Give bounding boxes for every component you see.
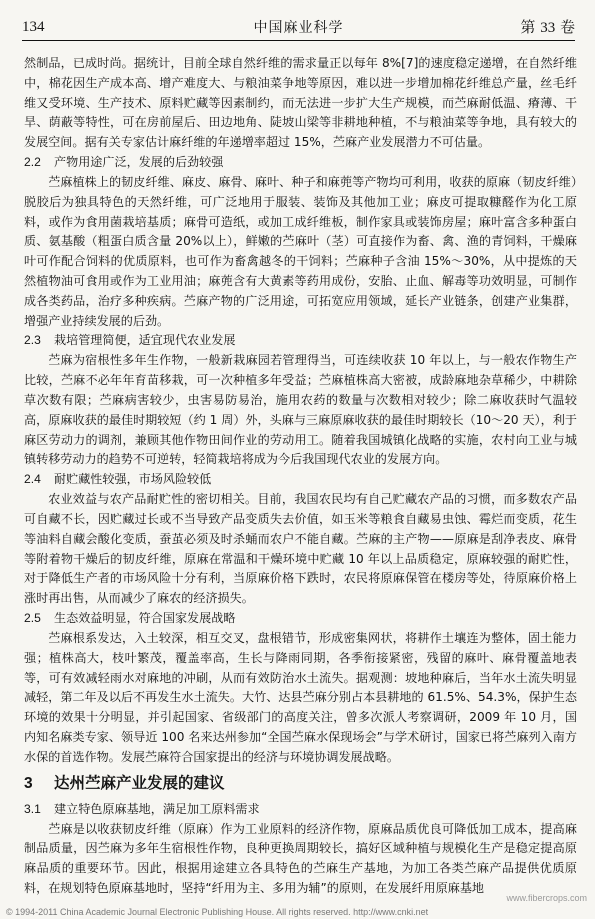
watermark: www.fibercrops.com <box>506 893 587 903</box>
volume-number: 33 <box>540 20 556 36</box>
page-number: 134 <box>22 19 45 35</box>
subsection-title: 耐贮藏性较强，市场风险较低 <box>54 472 212 487</box>
section-heading-3 <box>24 771 577 796</box>
subsection-title: 产物用途广泛，发展的后劲较强 <box>54 154 224 169</box>
article-body <box>24 54 577 899</box>
subsection-number: 2.4 <box>24 472 41 487</box>
paragraph-2-3: 苎麻为宿根性多年生作物，一般新栽麻园若管理得当，可连续收获 10 年以上，与一般农作物生产比较，苎麻不必年年育苗移栽，可一次种植多年受益；苎麻植株高大密被，成龄麻地杂草稀少，中耕除草次数有限；苎麻病害较少，虫害易防易治，施用农药的数量与次数相对较少；除二麻收获时气温较高，原麻收获的最佳时期较短（约 1 周）外，头麻与三麻原麻收获的最佳时期较长（10～20 天），利于麻区劳动力的调剂，兼顾其他作物田间作业的劳动用工。随着我国城镇化战略的实施，农村向工业与城镇转移劳动力的趋势不可逆转，轻简栽培将成为今后我国现代农业的发展方向。 <box>24 353 577 467</box>
subsection-heading-3-1 <box>24 800 577 820</box>
paragraph-2-5: 苎麻根系发达，入土较深，相互交叉，盘根错节，形成密集网状，将耕作土壤连为整体，固土能力强；植株高大，枝叶繁茂，覆盖率高，生长与降雨同期，各季衔接紧密，残留的麻叶、麻骨覆盖地表等，可有效减轻雨水对麻地的冲刷，从而有效防治水土流失。据观测：坡地种麻后，当年水土流失明显减轻，第二年及以后不再发生水土流失。大竹、达县苎麻分别占本县耕地的 61.5%、54.3%，保护生态环境的效果十分明显，并引起国家、省级部门的高度关注，曾多次派人考察调研，2009 年 10 月，国内知名麻类专家、领导近 100 名来达州参加“全国苎麻水保现场会”与学术研讨，国家已将苎麻列入南方水保的首选作物。发展苎麻符合国家提出的经济与环境协调发展战略。 <box>24 630 577 764</box>
journal-title: 中国麻业科学 <box>253 20 344 36</box>
subsection-title: 栽培管理简便，适宜现代农业发展 <box>54 333 236 348</box>
header-rule <box>22 40 575 41</box>
volume-label <box>520 16 575 37</box>
subsection-title: 建立特色原麻基地，满足加工原料需求 <box>54 801 260 816</box>
paragraph-2-4: 农业效益与农产品耐贮性的密切相关。目前，我国农民均有自己贮藏农产品的习惯，而多数农产品可自藏不长，因贮藏过长或不当导致产品变质失去价值，如玉米等粮食自藏易虫蚀、霉烂而变质，花生等油料自藏会酸化变质，蚕茧必须及时杀蛹而农户不能自藏。苎麻的主产物——原麻是刮净表皮、麻骨等附着物干燥后的韧皮纤维，原麻在常温和干燥环境中贮藏 10 年以上品质稳定，原麻较强的耐贮性，对于降低生产者的市场风险十分有利，当原麻价格下跌时，农民将原麻保管在楼房等处，待原麻价格上涨时再出售，从而减少了麻农的经济损失。 <box>24 492 577 606</box>
subsection-number: 2.5 <box>24 610 41 625</box>
section-number: 3 <box>24 774 33 792</box>
copyright-footer: © 1994-2011 China Academic Journal Electronic Publishing House. All rights reserved. http://www.cnki.net <box>6 907 429 917</box>
subsection-title: 生态效益明显，符合国家发展战略 <box>54 610 236 625</box>
running-header <box>22 14 575 40</box>
subsection-heading-2-2 <box>24 153 577 173</box>
subsection-heading-2-3 <box>24 331 577 351</box>
paragraph-3-1: 苎麻是以收获韧皮纤维（原麻）作为工业原料的经济作物，原麻品质优良可降低加工成本，提高麻制品质量，因苎麻为多年生宿根性作物，良种更换周期较长，搞好区域种植与规模化生产是稳定提高原麻品质的重要环节。因此，根据用途建立各具特色的苎麻生产基地，为加工各类苎麻产品提供优质原料，在规划特色原麻基地时，坚持“纤用为主、多用为辅”的原则，在发展纤用原麻基地 <box>24 821 577 895</box>
volume-prefix: 第 <box>520 18 536 36</box>
volume-suffix: 卷 <box>559 18 575 36</box>
subsection-number: 3.1 <box>24 801 41 816</box>
paragraph-intro: 然制品，已成时尚。据统计，目前全球自然纤维的需求量正以每年 8%[7]的速度稳定递增，在自然纤维中，棉花因生产成本高、增产难度大、与粮油菜争地等原因，难以进一步增加棉花纤维总产量，丝毛纤维又受环境、生产技术、原料贮藏等因素制约，而无法进一步扩大生产规模，而苎麻耐低温、瘠薄、干旱、荫蔽等特性，可在房前屋后、田边地角、陡坡山梁等非耕地种植，不与粮油菜等争地，具有较大的发展空间。据有关专家估计麻纤维的年递增率超过 15%，苎麻产业发展潜力不可估量。 <box>24 56 577 150</box>
subsection-heading-2-4 <box>24 470 577 490</box>
paragraph-2-2: 苎麻植株上的韧皮纤维、麻皮、麻骨、麻叶、种子和麻蔸等产物均可利用，收获的原麻（韧皮纤维）脱胶后为独具特色的天然纤维，可广泛地用于服装、装饰及其他加工业；麻皮可提取糠醛作为化工原料，或作为食用菌栽培基质；麻骨可造纸，或加工成纤维板，制作家具或装饰房屋；麻叶富含多种蛋白质、氨基酸（粗蛋白质含量 20%以上），鲜嫩的苎麻叶（茎）可直接作为畜、禽、渔的青饲料，干燥麻叶可作配合饲料的优质原料，也可作为畜禽越冬的干饲料；苎麻种子含油 15%～30%，从中提炼的天然植物油可食用或作为工业用油；麻蔸含有大黄素等药用成份，安胎、止血、解毒等功效明显，可制作成各类药品，治疗多种疾病。苎麻产物的广泛用途，可拓宽应用领域，延长产业链条，创建产业集群，增强产业持续发展的后劲。 <box>24 174 577 328</box>
subsection-number: 2.3 <box>24 333 41 348</box>
section-title: 达州苎麻产业发展的建议 <box>54 773 225 792</box>
subsection-heading-2-5 <box>24 609 577 629</box>
subsection-number: 2.2 <box>24 154 41 169</box>
